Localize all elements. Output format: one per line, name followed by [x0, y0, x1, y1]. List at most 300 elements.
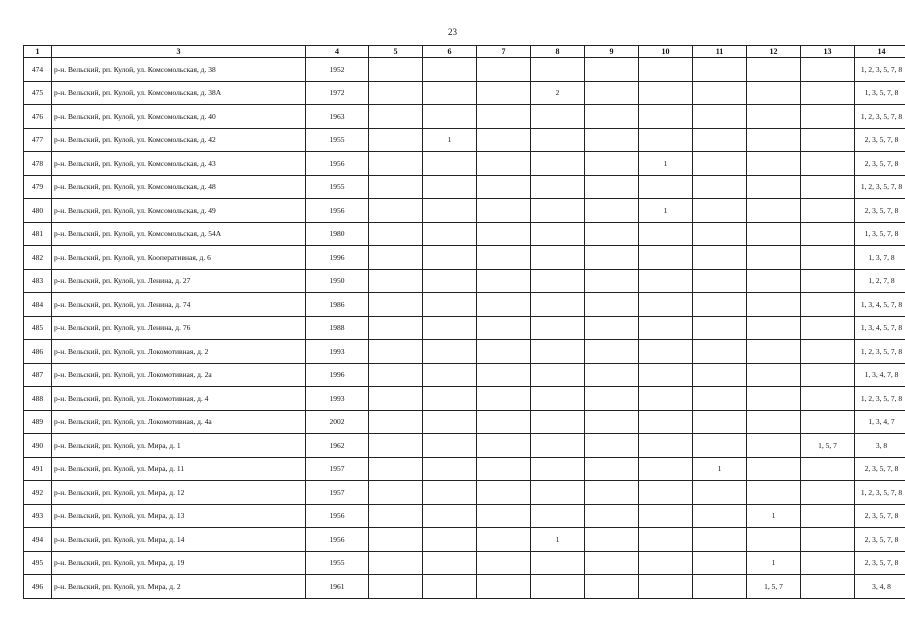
table-cell	[369, 575, 423, 599]
table-cell	[747, 363, 801, 387]
table-cell	[639, 222, 693, 246]
row-number-cell: 483	[24, 269, 52, 293]
table-cell	[423, 222, 477, 246]
table-cell	[531, 434, 585, 458]
row-number-cell: 496	[24, 575, 52, 599]
table-cell	[531, 293, 585, 317]
table-cell	[477, 387, 531, 411]
table-cell	[369, 316, 423, 340]
table-cell	[477, 269, 531, 293]
table-cell	[693, 293, 747, 317]
table-cell	[369, 152, 423, 176]
table-cell	[693, 152, 747, 176]
table-cell	[639, 246, 693, 270]
table-cell: 2, 3, 5, 7, 8	[855, 504, 905, 528]
table-cell	[693, 175, 747, 199]
table-cell	[531, 105, 585, 129]
table-cell	[747, 152, 801, 176]
table-cell	[585, 222, 639, 246]
table-cell	[477, 199, 531, 223]
table-cell	[747, 105, 801, 129]
table-cell: 1, 5, 7	[801, 434, 855, 458]
table-cell	[423, 152, 477, 176]
table-cell: 1	[747, 504, 801, 528]
table-cell	[639, 363, 693, 387]
table-cell	[747, 246, 801, 270]
table-cell	[423, 175, 477, 199]
table-cell	[369, 58, 423, 82]
table-cell: 2, 3, 5, 7, 8	[855, 199, 905, 223]
table-cell	[693, 128, 747, 152]
table-cell	[531, 128, 585, 152]
row-number-cell: 493	[24, 504, 52, 528]
table-cell	[639, 58, 693, 82]
table-cell: 1	[639, 199, 693, 223]
table-cell	[693, 410, 747, 434]
table-cell	[801, 528, 855, 552]
table-cell	[423, 575, 477, 599]
table-cell	[423, 246, 477, 270]
table-row	[24, 387, 905, 411]
table-row	[24, 222, 905, 246]
table-cell	[747, 199, 801, 223]
table-cell	[585, 481, 639, 505]
table-cell	[693, 575, 747, 599]
table-cell	[585, 457, 639, 481]
table-cell	[801, 340, 855, 364]
table-cell	[639, 81, 693, 105]
table-cell	[585, 199, 639, 223]
table-cell	[639, 269, 693, 293]
table-cell	[585, 316, 639, 340]
row-number-cell: 486	[24, 340, 52, 364]
table-cell	[801, 551, 855, 575]
table-cell	[585, 58, 639, 82]
table-cell: 1956	[306, 152, 369, 176]
table-cell: 2, 3, 5, 7, 8	[855, 457, 905, 481]
table-cell: 1962	[306, 434, 369, 458]
table-cell	[531, 504, 585, 528]
table-cell	[423, 105, 477, 129]
table-cell: 1, 2, 3, 5, 7, 8	[855, 105, 905, 129]
table-cell: 1, 3, 4, 5, 7, 8	[855, 293, 905, 317]
row-number-cell: 477	[24, 128, 52, 152]
row-number-cell: 478	[24, 152, 52, 176]
table-cell	[531, 269, 585, 293]
table-cell	[531, 58, 585, 82]
row-number-cell: 492	[24, 481, 52, 505]
table-cell	[477, 340, 531, 364]
table-cell	[585, 128, 639, 152]
table-cell: 1, 2, 3, 5, 7, 8	[855, 175, 905, 199]
table-cell: 1, 2, 3, 5, 7, 8	[855, 58, 905, 82]
address-cell: р-н. Вельский, рп. Кулой, ул. Кооперативная, д. 6	[52, 246, 306, 270]
table-cell	[423, 504, 477, 528]
table-row	[24, 551, 905, 575]
table-cell	[585, 363, 639, 387]
table-cell: 1993	[306, 340, 369, 364]
table-cell	[747, 175, 801, 199]
table-cell: 1, 2, 3, 5, 7, 8	[855, 340, 905, 364]
table-cell	[693, 387, 747, 411]
table-cell	[477, 316, 531, 340]
table-cell	[801, 175, 855, 199]
table-cell	[801, 128, 855, 152]
table-cell	[531, 363, 585, 387]
table-cell	[369, 410, 423, 434]
address-cell: р-н. Вельский, рп. Кулой, ул. Мира, д. 2	[52, 575, 306, 599]
table-cell	[693, 504, 747, 528]
table-cell	[585, 387, 639, 411]
table-cell	[747, 457, 801, 481]
table-row	[24, 269, 905, 293]
table-cell	[585, 551, 639, 575]
address-cell: р-н. Вельский, рп. Кулой, ул. Мира, д. 19	[52, 551, 306, 575]
table-cell	[747, 293, 801, 317]
address-cell: р-н. Вельский, рп. Кулой, ул. Локомотивная, д. 4а	[52, 410, 306, 434]
table-cell	[423, 551, 477, 575]
column-header-4: 4	[306, 46, 369, 58]
table-cell	[693, 199, 747, 223]
table-cell	[477, 58, 531, 82]
address-cell: р-н. Вельский, рп. Кулой, ул. Ленина, д. 74	[52, 293, 306, 317]
table-cell	[423, 434, 477, 458]
table-cell: 1996	[306, 363, 369, 387]
table-cell	[369, 457, 423, 481]
table-row	[24, 293, 905, 317]
table-cell	[801, 316, 855, 340]
table-cell	[423, 457, 477, 481]
table-cell	[801, 363, 855, 387]
table-cell	[693, 58, 747, 82]
table-body	[24, 58, 905, 599]
row-number-cell: 494	[24, 528, 52, 552]
table-cell	[639, 387, 693, 411]
address-cell: р-н. Вельский, рп. Кулой, ул. Мира, д. 1	[52, 434, 306, 458]
table-cell	[585, 152, 639, 176]
table-cell: 1950	[306, 269, 369, 293]
table-cell	[477, 105, 531, 129]
table-cell	[477, 410, 531, 434]
housing-register-table	[23, 45, 905, 599]
table-cell	[801, 293, 855, 317]
table-cell	[639, 410, 693, 434]
table-row	[24, 128, 905, 152]
table-cell: 1, 3, 4, 7	[855, 410, 905, 434]
table-cell	[693, 551, 747, 575]
table-cell	[423, 387, 477, 411]
table-row	[24, 175, 905, 199]
table-cell: 1957	[306, 457, 369, 481]
table-cell: 1955	[306, 175, 369, 199]
address-cell: р-н. Вельский, рп. Кулой, ул. Комсомольская, д. 38А	[52, 81, 306, 105]
table-cell: 1	[423, 128, 477, 152]
table-cell	[585, 575, 639, 599]
table-cell	[531, 175, 585, 199]
address-cell: р-н. Вельский, рп. Кулой, ул. Комсомольская, д. 43	[52, 152, 306, 176]
header-row	[24, 46, 905, 58]
row-number-cell: 487	[24, 363, 52, 387]
table-cell: 1, 3, 5, 7, 8	[855, 222, 905, 246]
table-cell	[585, 410, 639, 434]
address-cell: р-н. Вельский, рп. Кулой, ул. Локомотивная, д. 2	[52, 340, 306, 364]
table-cell	[369, 363, 423, 387]
table-cell	[747, 316, 801, 340]
table-cell	[585, 81, 639, 105]
table-cell	[801, 575, 855, 599]
table-cell	[639, 316, 693, 340]
table-row	[24, 246, 905, 270]
table-cell	[423, 58, 477, 82]
table-cell	[747, 481, 801, 505]
table-cell	[801, 246, 855, 270]
table-cell	[585, 434, 639, 458]
column-header-3: 3	[52, 46, 306, 58]
table-cell	[369, 128, 423, 152]
table-row	[24, 81, 905, 105]
table-cell: 1963	[306, 105, 369, 129]
table-cell	[747, 434, 801, 458]
table-cell	[639, 575, 693, 599]
table-row	[24, 504, 905, 528]
table-cell: 1993	[306, 387, 369, 411]
table-cell: 1980	[306, 222, 369, 246]
table-cell	[477, 128, 531, 152]
table-cell: 2, 3, 5, 7, 8	[855, 152, 905, 176]
table-cell	[801, 81, 855, 105]
table-cell: 1956	[306, 528, 369, 552]
table-cell	[423, 293, 477, 317]
table-cell: 1957	[306, 481, 369, 505]
row-number-cell: 491	[24, 457, 52, 481]
table-cell: 1, 3, 5, 7, 8	[855, 81, 905, 105]
table-cell: 3, 4, 8	[855, 575, 905, 599]
row-number-cell: 476	[24, 105, 52, 129]
table-cell	[801, 199, 855, 223]
row-number-cell: 485	[24, 316, 52, 340]
table-cell: 1972	[306, 81, 369, 105]
table-cell	[801, 58, 855, 82]
table-cell	[369, 199, 423, 223]
table-row	[24, 199, 905, 223]
table-cell	[531, 246, 585, 270]
table-cell: 1986	[306, 293, 369, 317]
address-cell: р-н. Вельский, рп. Кулой, ул. Комсомольская, д. 48	[52, 175, 306, 199]
table-row	[24, 58, 905, 82]
table-cell	[639, 128, 693, 152]
table-cell	[585, 504, 639, 528]
table-cell	[531, 551, 585, 575]
table-cell	[477, 293, 531, 317]
table-cell	[639, 340, 693, 364]
table-cell	[801, 269, 855, 293]
table-cell	[693, 105, 747, 129]
address-cell: р-н. Вельский, рп. Кулой, ул. Ленина, д. 27	[52, 269, 306, 293]
table-cell: 1	[747, 551, 801, 575]
row-number-cell: 475	[24, 81, 52, 105]
table-cell	[423, 481, 477, 505]
table-cell	[639, 528, 693, 552]
table-cell: 1996	[306, 246, 369, 270]
table-cell	[693, 340, 747, 364]
column-header-1: 1	[24, 46, 52, 58]
table-cell: 2, 3, 5, 7, 8	[855, 128, 905, 152]
table-row	[24, 575, 905, 599]
table-row	[24, 105, 905, 129]
table-cell	[801, 504, 855, 528]
table-cell	[369, 269, 423, 293]
table-row	[24, 340, 905, 364]
table-cell	[531, 199, 585, 223]
table-cell	[639, 551, 693, 575]
table-row	[24, 481, 905, 505]
table-cell: 2, 3, 5, 7, 8	[855, 528, 905, 552]
table-cell	[693, 434, 747, 458]
table-cell: 1	[639, 152, 693, 176]
table-row	[24, 528, 905, 552]
address-cell: р-н. Вельский, рп. Кулой, ул. Комсомольская, д. 49	[52, 199, 306, 223]
table-cell	[477, 434, 531, 458]
table-cell	[639, 434, 693, 458]
table-cell	[369, 481, 423, 505]
table-cell	[423, 81, 477, 105]
table-cell: 1955	[306, 128, 369, 152]
table-cell	[369, 105, 423, 129]
table-cell	[369, 222, 423, 246]
table-cell	[423, 528, 477, 552]
table-cell	[477, 457, 531, 481]
table-cell: 1, 5, 7	[747, 575, 801, 599]
table-cell	[531, 387, 585, 411]
table-cell	[477, 551, 531, 575]
table-cell: 2	[531, 81, 585, 105]
table-cell	[369, 504, 423, 528]
table-cell	[531, 457, 585, 481]
table-cell: 1	[693, 457, 747, 481]
table-cell	[639, 105, 693, 129]
table-cell	[801, 222, 855, 246]
address-cell: р-н. Вельский, рп. Кулой, ул. Комсомольская, д. 54А	[52, 222, 306, 246]
table-cell	[639, 481, 693, 505]
table-cell	[531, 575, 585, 599]
table-cell	[369, 293, 423, 317]
column-header-7: 7	[477, 46, 531, 58]
table-cell	[639, 504, 693, 528]
table-cell	[369, 81, 423, 105]
table-cell	[747, 528, 801, 552]
table-cell: 2, 3, 5, 7, 8	[855, 551, 905, 575]
table-cell	[477, 528, 531, 552]
address-cell: р-н. Вельский, рп. Кулой, ул. Локомотивная, д. 4	[52, 387, 306, 411]
table-cell	[477, 81, 531, 105]
table-cell	[477, 575, 531, 599]
table-cell	[369, 340, 423, 364]
address-cell: р-н. Вельский, рп. Кулой, ул. Локомотивная, д. 2а	[52, 363, 306, 387]
table-cell	[693, 481, 747, 505]
address-cell: р-н. Вельский, рп. Кулой, ул. Мира, д. 12	[52, 481, 306, 505]
table-cell: 2002	[306, 410, 369, 434]
table-cell	[531, 316, 585, 340]
table-cell	[477, 363, 531, 387]
table-cell: 1955	[306, 551, 369, 575]
table-cell	[585, 175, 639, 199]
address-cell: р-н. Вельский, рп. Кулой, ул. Комсомольская, д. 38	[52, 58, 306, 82]
table-cell	[531, 410, 585, 434]
row-number-cell: 490	[24, 434, 52, 458]
table-cell	[477, 504, 531, 528]
table-cell	[639, 175, 693, 199]
row-number-cell: 474	[24, 58, 52, 82]
table-row	[24, 410, 905, 434]
row-number-cell: 489	[24, 410, 52, 434]
table-cell	[639, 457, 693, 481]
table-cell: 1, 3, 4, 7, 8	[855, 363, 905, 387]
table-cell	[693, 222, 747, 246]
table-cell	[477, 246, 531, 270]
column-header-11: 11	[693, 46, 747, 58]
table-cell: 1988	[306, 316, 369, 340]
row-number-cell: 479	[24, 175, 52, 199]
table-cell	[369, 551, 423, 575]
table-cell	[747, 269, 801, 293]
table-cell	[747, 340, 801, 364]
table-cell	[585, 528, 639, 552]
table-cell	[369, 175, 423, 199]
address-cell: р-н. Вельский, рп. Кулой, ул. Ленина, д. 76	[52, 316, 306, 340]
table-cell	[369, 387, 423, 411]
table-cell: 1961	[306, 575, 369, 599]
table-cell: 1, 2, 3, 5, 7, 8	[855, 481, 905, 505]
table-cell: 1956	[306, 199, 369, 223]
row-number-cell: 488	[24, 387, 52, 411]
table-cell	[747, 58, 801, 82]
table-cell	[531, 340, 585, 364]
table-cell	[693, 528, 747, 552]
column-header-5: 5	[369, 46, 423, 58]
table-cell	[801, 410, 855, 434]
page-number: 23	[448, 27, 457, 37]
table-cell	[801, 457, 855, 481]
table-cell	[585, 105, 639, 129]
row-number-cell: 495	[24, 551, 52, 575]
table-cell	[585, 293, 639, 317]
table-cell: 3, 8	[855, 434, 905, 458]
table-cell	[423, 316, 477, 340]
table-cell	[369, 246, 423, 270]
table-cell	[423, 410, 477, 434]
column-header-12: 12	[747, 46, 801, 58]
table-cell	[747, 387, 801, 411]
table-cell	[639, 293, 693, 317]
address-cell: р-н. Вельский, рп. Кулой, ул. Мира, д. 13	[52, 504, 306, 528]
table-cell	[693, 81, 747, 105]
table-cell	[693, 363, 747, 387]
table-cell: 1, 3, 4, 5, 7, 8	[855, 316, 905, 340]
table-cell	[531, 481, 585, 505]
row-number-cell: 480	[24, 199, 52, 223]
table-row	[24, 152, 905, 176]
table-cell	[423, 363, 477, 387]
row-number-cell: 484	[24, 293, 52, 317]
row-number-cell: 481	[24, 222, 52, 246]
address-cell: р-н. Вельский, рп. Кулой, ул. Мира, д. 11	[52, 457, 306, 481]
table-cell	[585, 340, 639, 364]
table-cell	[585, 269, 639, 293]
table-cell	[369, 434, 423, 458]
table-cell	[747, 81, 801, 105]
address-cell: р-н. Вельский, рп. Кулой, ул. Мира, д. 14	[52, 528, 306, 552]
table-cell	[477, 481, 531, 505]
